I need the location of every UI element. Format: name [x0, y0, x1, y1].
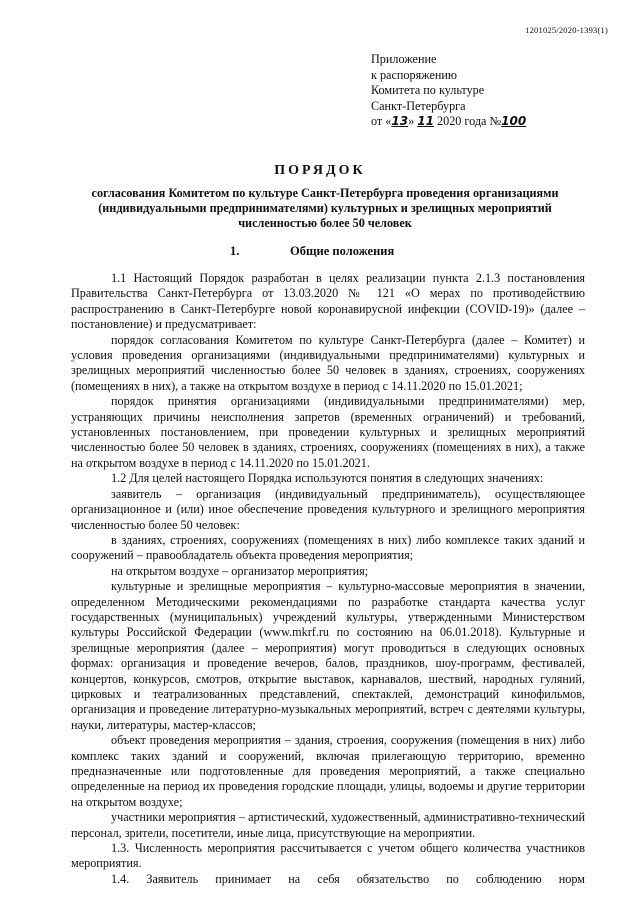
paragraph: участники мероприятия – артистический, художественный, административно-технический персонал, зрители, посетители, иные лица, присутствующие на мероприятии. [71, 810, 585, 840]
paragraph: заявитель – организация (индивидуальный предприниматель), осуществляющее организационное и (или) иное обеспечение проведения культурного и зрелищного мероприятия численностью более 50 человек: [71, 486, 585, 532]
document-body [71, 271, 585, 887]
paragraph: 1.4. Заявитель принимает на себя обязательство по соблюдению норм [111, 871, 585, 886]
document-number: 1201025/2020-1393(1) [525, 25, 608, 35]
paragraph: объект проведения мероприятия – здания, строения, сооружения (помещения в них) либо комплекс таких зданий и сооружений, включая прилегающую территорию, временно предназначенные или подготовленные для проведения мероприятий, а также специально определенные на период их проведения городские площади, улицы, водоемы и другие территории на открытом воздухе; [71, 733, 585, 809]
annex-block [371, 52, 526, 130]
date-prefix: от « [371, 114, 392, 129]
paragraph: порядок согласования Комитетом по культуре Санкт-Петербурга (далее – Комитет) и условия проведения организациями (индивидуальными предпринимателями) культурных и зрелищных мероприятий численностью более 50 человек в зданиях, строениях, сооружениях (помещениях в них), а также на открытом воздухе в период с 14.11.2020 по 15.01.2021; [71, 332, 585, 393]
paragraph: 1.2 Для целей настоящего Порядка используются понятия в следующих значениях: [111, 471, 544, 486]
paragraph: культурные и зрелищные мероприятия – культурно-массовые мероприятия в значении, определенном Методическими рекомендациями по разработке стандарта качества услуг государственных (муниципальных) учреждений культуры, утвержденными Министерством культуры Российской Федерации (www.mkrf.ru по состоянию на 06.01.2018). Культурные и зрелищные мероприятия (далее – мероприятия) могут проводиться в следующих основных формах: организация и проведение вечеров, балов, праздников, шоу-программ, фестивалей, концертов, конкурсов, смотров, открытие выставок, карнавалов, шествий, народных гуляний, цирковых и театрализованных представлений, спектаклей, демонстраций кинофильмов, организация и проведение литературно-музыкальных мероприятий, встреч с деятелями культуры, науки, литературы, мастер-классов; [71, 579, 585, 732]
date-month: 11 [417, 114, 434, 129]
paragraph: порядок принятия организациями (индивидуальными предпринимателями) мер, устраняющих причины неисполнения запретов (временных ограничений) и требований, установленных постановлением, при проведении культурных и зрелищных мероприятий численностью более 50 человек в зданиях, строениях, сооружениях (помещениях в них), а также на открытом воздухе в период с 14.11.2020 по 15.01.2021. [71, 394, 585, 470]
date-day: 13 [391, 114, 409, 129]
document-title: ПОРЯДОК [274, 163, 366, 178]
section-title: Общие положения [290, 244, 395, 258]
date-suffix: 2020 года № [433, 114, 502, 129]
annex-date-line [371, 114, 526, 130]
paragraph: в зданиях, строениях, сооружениях (помещениях в них) либо комплексе таких зданий и сооружений – правообладатель объекта проведения мероприятия; [71, 532, 585, 563]
section-heading [230, 244, 394, 259]
date-mid: » [408, 114, 418, 129]
annex-line: Приложение [371, 52, 437, 66]
annex-line: Комитета по культуре [371, 83, 485, 98]
paragraph: 1.1 Настоящий Порядок разработан в целях реализации пункта 2.1.3 постановления Правительства Санкт-Петербурга от 13.03.2020 № 121 «О мерах по противодействию распространению в Санкт-Петербурге новой коронавирусной инфекции (COVID-19)» (далее – постановление) и предусматривает: [71, 271, 585, 332]
order-number: 100 [501, 114, 527, 129]
paragraph: 1.3. Численность мероприятия рассчитывается с учетом общего количества участников мероприятия. [71, 841, 585, 871]
annex-line: к распоряжению [371, 67, 458, 82]
document-subtitle: согласования Комитетом по культуре Санкт-Петербурга проведения организациями (индивидуальными предпринимателями) культурных и зрелищных мероприятий численностью более 50 человек [91, 186, 559, 231]
paragraph: на открытом воздухе – организатор мероприятия; [111, 563, 369, 578]
annex-line: Санкт-Петербурга [371, 98, 466, 113]
section-number: 1. [230, 244, 240, 258]
